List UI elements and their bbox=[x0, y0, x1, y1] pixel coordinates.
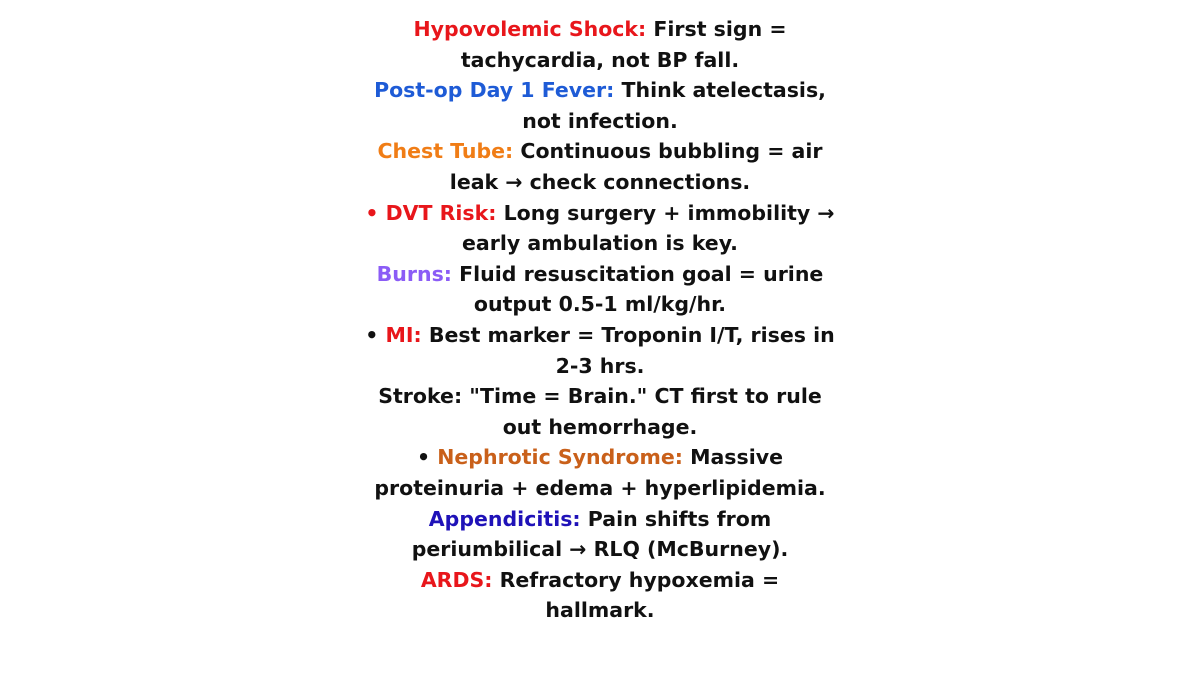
fact-keyword: Nephrotic Syndrome: bbox=[437, 445, 683, 470]
fact-line bbox=[0, 75, 1200, 106]
fact-line bbox=[0, 565, 1200, 596]
fact-text: First sign = bbox=[646, 17, 787, 41]
fact-line bbox=[0, 351, 1200, 382]
fact-text: Pain shifts from bbox=[580, 506, 772, 531]
fact-keyword: Post-op Day 1 Fever: bbox=[374, 78, 615, 103]
fact-text: Best marker = Troponin I/T, rises in bbox=[421, 322, 835, 347]
fact-text: Long surgery + immobility → bbox=[496, 200, 835, 225]
fact-text: Stroke: "Time = Brain." CT first to rule bbox=[378, 384, 822, 409]
fact-line bbox=[0, 136, 1200, 167]
fact-text: Refractory hypoxemia = bbox=[492, 567, 780, 592]
fact-text: periumbilical → RLQ (McBurney). bbox=[411, 537, 789, 562]
fact-line bbox=[0, 504, 1200, 535]
fact-text: hallmark. bbox=[545, 598, 655, 623]
fact-text: Continuous bubbling = air bbox=[513, 139, 823, 164]
fact-text: proteinuria + edema + hyperlipidemia. bbox=[374, 475, 826, 500]
fact-line bbox=[0, 595, 1200, 626]
fact-text: Massive bbox=[682, 445, 784, 470]
fact-text: leak → check connections. bbox=[449, 169, 751, 194]
fact-line bbox=[0, 473, 1200, 504]
study-notes bbox=[0, 14, 1200, 626]
fact-line bbox=[0, 534, 1200, 565]
fact-line bbox=[0, 198, 1200, 229]
fact-line bbox=[0, 320, 1200, 351]
fact-line bbox=[0, 289, 1200, 320]
fact-text: output 0.5-1 ml/kg/hr. bbox=[473, 292, 727, 317]
fact-keyword: Burns: bbox=[376, 261, 452, 286]
fact-text: Fluid resuscitation goal = urine bbox=[451, 261, 824, 286]
fact-line bbox=[0, 45, 1200, 76]
fact-text: early ambulation is key. bbox=[462, 231, 738, 256]
fact-line bbox=[0, 228, 1200, 259]
fact-line bbox=[0, 412, 1200, 443]
fact-line bbox=[0, 259, 1200, 290]
fact-keyword: MI: bbox=[385, 322, 422, 347]
fact-keyword: • DVT Risk: bbox=[365, 200, 497, 225]
fact-text: 2-3 hrs. bbox=[555, 353, 645, 378]
fact-keyword: Chest Tube: bbox=[377, 139, 514, 164]
fact-text: out hemorrhage. bbox=[502, 414, 698, 439]
fact-line bbox=[0, 14, 1200, 45]
bullet: • bbox=[416, 445, 438, 470]
fact-keyword: Hypovolemic Shock: bbox=[413, 17, 647, 41]
bullet: • bbox=[365, 322, 386, 347]
fact-text: tachycardia, not BP fall. bbox=[460, 47, 740, 72]
fact-line bbox=[0, 106, 1200, 137]
fact-keyword: Appendicitis: bbox=[428, 506, 581, 531]
fact-keyword: ARDS: bbox=[420, 567, 493, 592]
fact-text: Think atelectasis, bbox=[614, 78, 826, 103]
fact-line bbox=[0, 381, 1200, 412]
fact-text: not infection. bbox=[522, 108, 678, 133]
fact-line bbox=[0, 167, 1200, 198]
fact-line bbox=[0, 442, 1200, 473]
